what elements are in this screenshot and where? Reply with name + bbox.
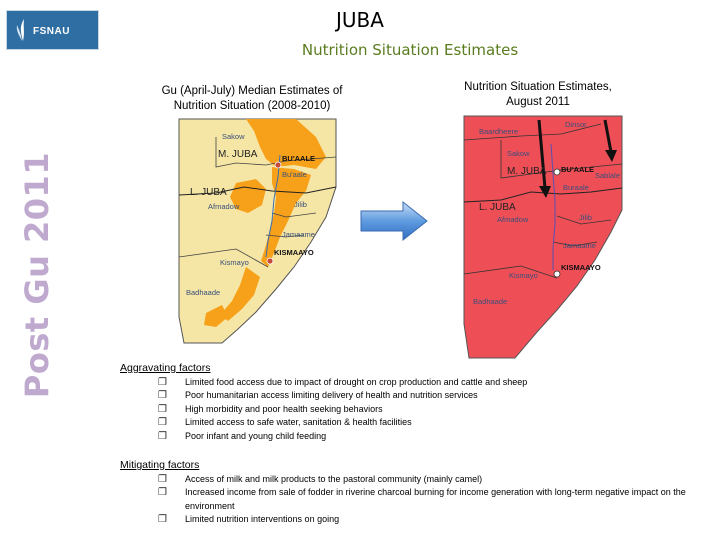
right-map-caption-line1: Nutrition Situation Estimates,: [464, 81, 612, 93]
right-map-caption-line2: August 2011: [506, 96, 570, 108]
mitigating-factors-list: [158, 473, 698, 527]
right-map-caption: [428, 80, 648, 110]
list-item-text: Limited food access due to impact of drought on crop production and cattle and sheep: [185, 377, 528, 387]
right-map-label-badhaade: Badhaade: [473, 297, 508, 306]
list-item: [158, 389, 658, 402]
right-map-label-baardheere: Baardheere: [479, 127, 519, 136]
list-item-text: High morbidity and poor health seeking behaviors: [185, 403, 383, 414]
page-title: JUBA: [336, 8, 384, 32]
aggravating-factors-list: [158, 376, 658, 443]
right-map-label-afmadow: Afmadow: [497, 215, 529, 224]
right-nutrition-map: [461, 114, 624, 359]
list-item-text: Poor infant and young child feeding: [185, 430, 327, 441]
left-nutrition-map: [176, 117, 338, 345]
left-map-label-afmadow: Afmadow: [208, 202, 240, 211]
left-map-label-jamaame: Jamaame: [282, 230, 315, 239]
list-item: [158, 473, 698, 486]
list-item: [158, 486, 698, 513]
checkbox-bullet-icon: ❐: [158, 417, 167, 429]
right-map-label-dinsor: Dinsor: [565, 120, 587, 129]
checkbox-bullet-icon: ❐: [158, 403, 167, 415]
side-banner: [12, 151, 62, 399]
left-map-buaale-city-marker: [275, 162, 281, 168]
side-banner-text: Post Gu 2011: [18, 151, 56, 399]
left-map-label-ljuba: L. JUBA: [190, 187, 227, 198]
left-map-label-kismayo: Kismayo: [220, 258, 249, 267]
list-item-text: Increased income from sale of fodder in riverine charcoal burning for income generation with long-term negative impact on the environment: [185, 487, 686, 511]
right-map-label-jamaame: Jamaame: [563, 241, 596, 250]
right-map-label-sablale: Sablale: [595, 171, 621, 180]
left-map-kismaayo-city-marker: [267, 258, 273, 264]
right-map-label-mjuba: M. JUBA: [507, 166, 547, 177]
checkbox-bullet-icon: ❐: [158, 430, 167, 442]
left-map-label-badhaade: Badhaade: [186, 288, 221, 297]
list-item: [158, 403, 658, 416]
right-map-label-ljuba: L. JUBA: [479, 202, 516, 213]
list-item-text: Poor humanitarian access limiting delivery of health and nutrition services: [185, 390, 478, 401]
checkbox-bullet-icon: ❐: [158, 377, 167, 388]
list-item-text: Access of milk and milk products to the pastoral community (mainly camel): [185, 474, 483, 484]
checkbox-bullet-icon: ❐: [158, 487, 167, 499]
left-map-label-jilib: Jilib: [294, 200, 307, 209]
left-map-label-mjuba: M. JUBA: [218, 149, 258, 160]
right-map-buaale-city-marker: [554, 169, 560, 175]
left-map-caption: [142, 84, 362, 114]
page-subtitle: Nutrition Situation Estimates: [301, 41, 519, 59]
right-map-kismaayo-city-marker: [554, 271, 560, 277]
right-map-label-kismayo: Kismayo: [509, 271, 538, 280]
list-item: [158, 430, 658, 443]
logo-text: FSNAU: [33, 26, 70, 37]
left-map-caption-line1: Gu (April-July) Median Estimates of: [161, 85, 343, 97]
checkbox-bullet-icon: ❐: [158, 390, 167, 402]
left-map-caption-line2: Nutrition Situation (2008-2010): [173, 100, 331, 112]
list-item-text: Limited access to safe water, sanitation & health facilities: [185, 417, 412, 428]
comparison-arrow-icon: [359, 200, 429, 242]
right-map-label-sakow: Sakow: [507, 149, 530, 158]
list-item: [158, 416, 658, 429]
checkbox-bullet-icon: ❐: [158, 514, 167, 526]
checkbox-bullet-icon: ❐: [158, 474, 167, 485]
aggravating-factors-heading: Aggravating factors: [120, 362, 211, 374]
left-map-label-buaale: BU'AALE: [282, 154, 316, 163]
right-map-label-jilib: Jilib: [579, 213, 592, 222]
right-map-label-buraale: Buraale: [563, 183, 589, 192]
list-item: [158, 513, 698, 526]
list-item: [158, 376, 658, 389]
left-map-label-sakow: Sakow: [222, 132, 245, 141]
left-map-label-buraale: Bu'aale: [282, 170, 307, 179]
list-item-text: Limited nutrition interventions on going: [185, 514, 340, 525]
right-map-label-kismaayo: KISMAAYO: [561, 263, 601, 272]
right-map-label-buaale: BU'AALE: [561, 165, 595, 174]
left-map-label-kismaayo: KISMAAYO: [274, 248, 314, 257]
mitigating-factors-heading: Mitigating factors: [120, 459, 200, 471]
